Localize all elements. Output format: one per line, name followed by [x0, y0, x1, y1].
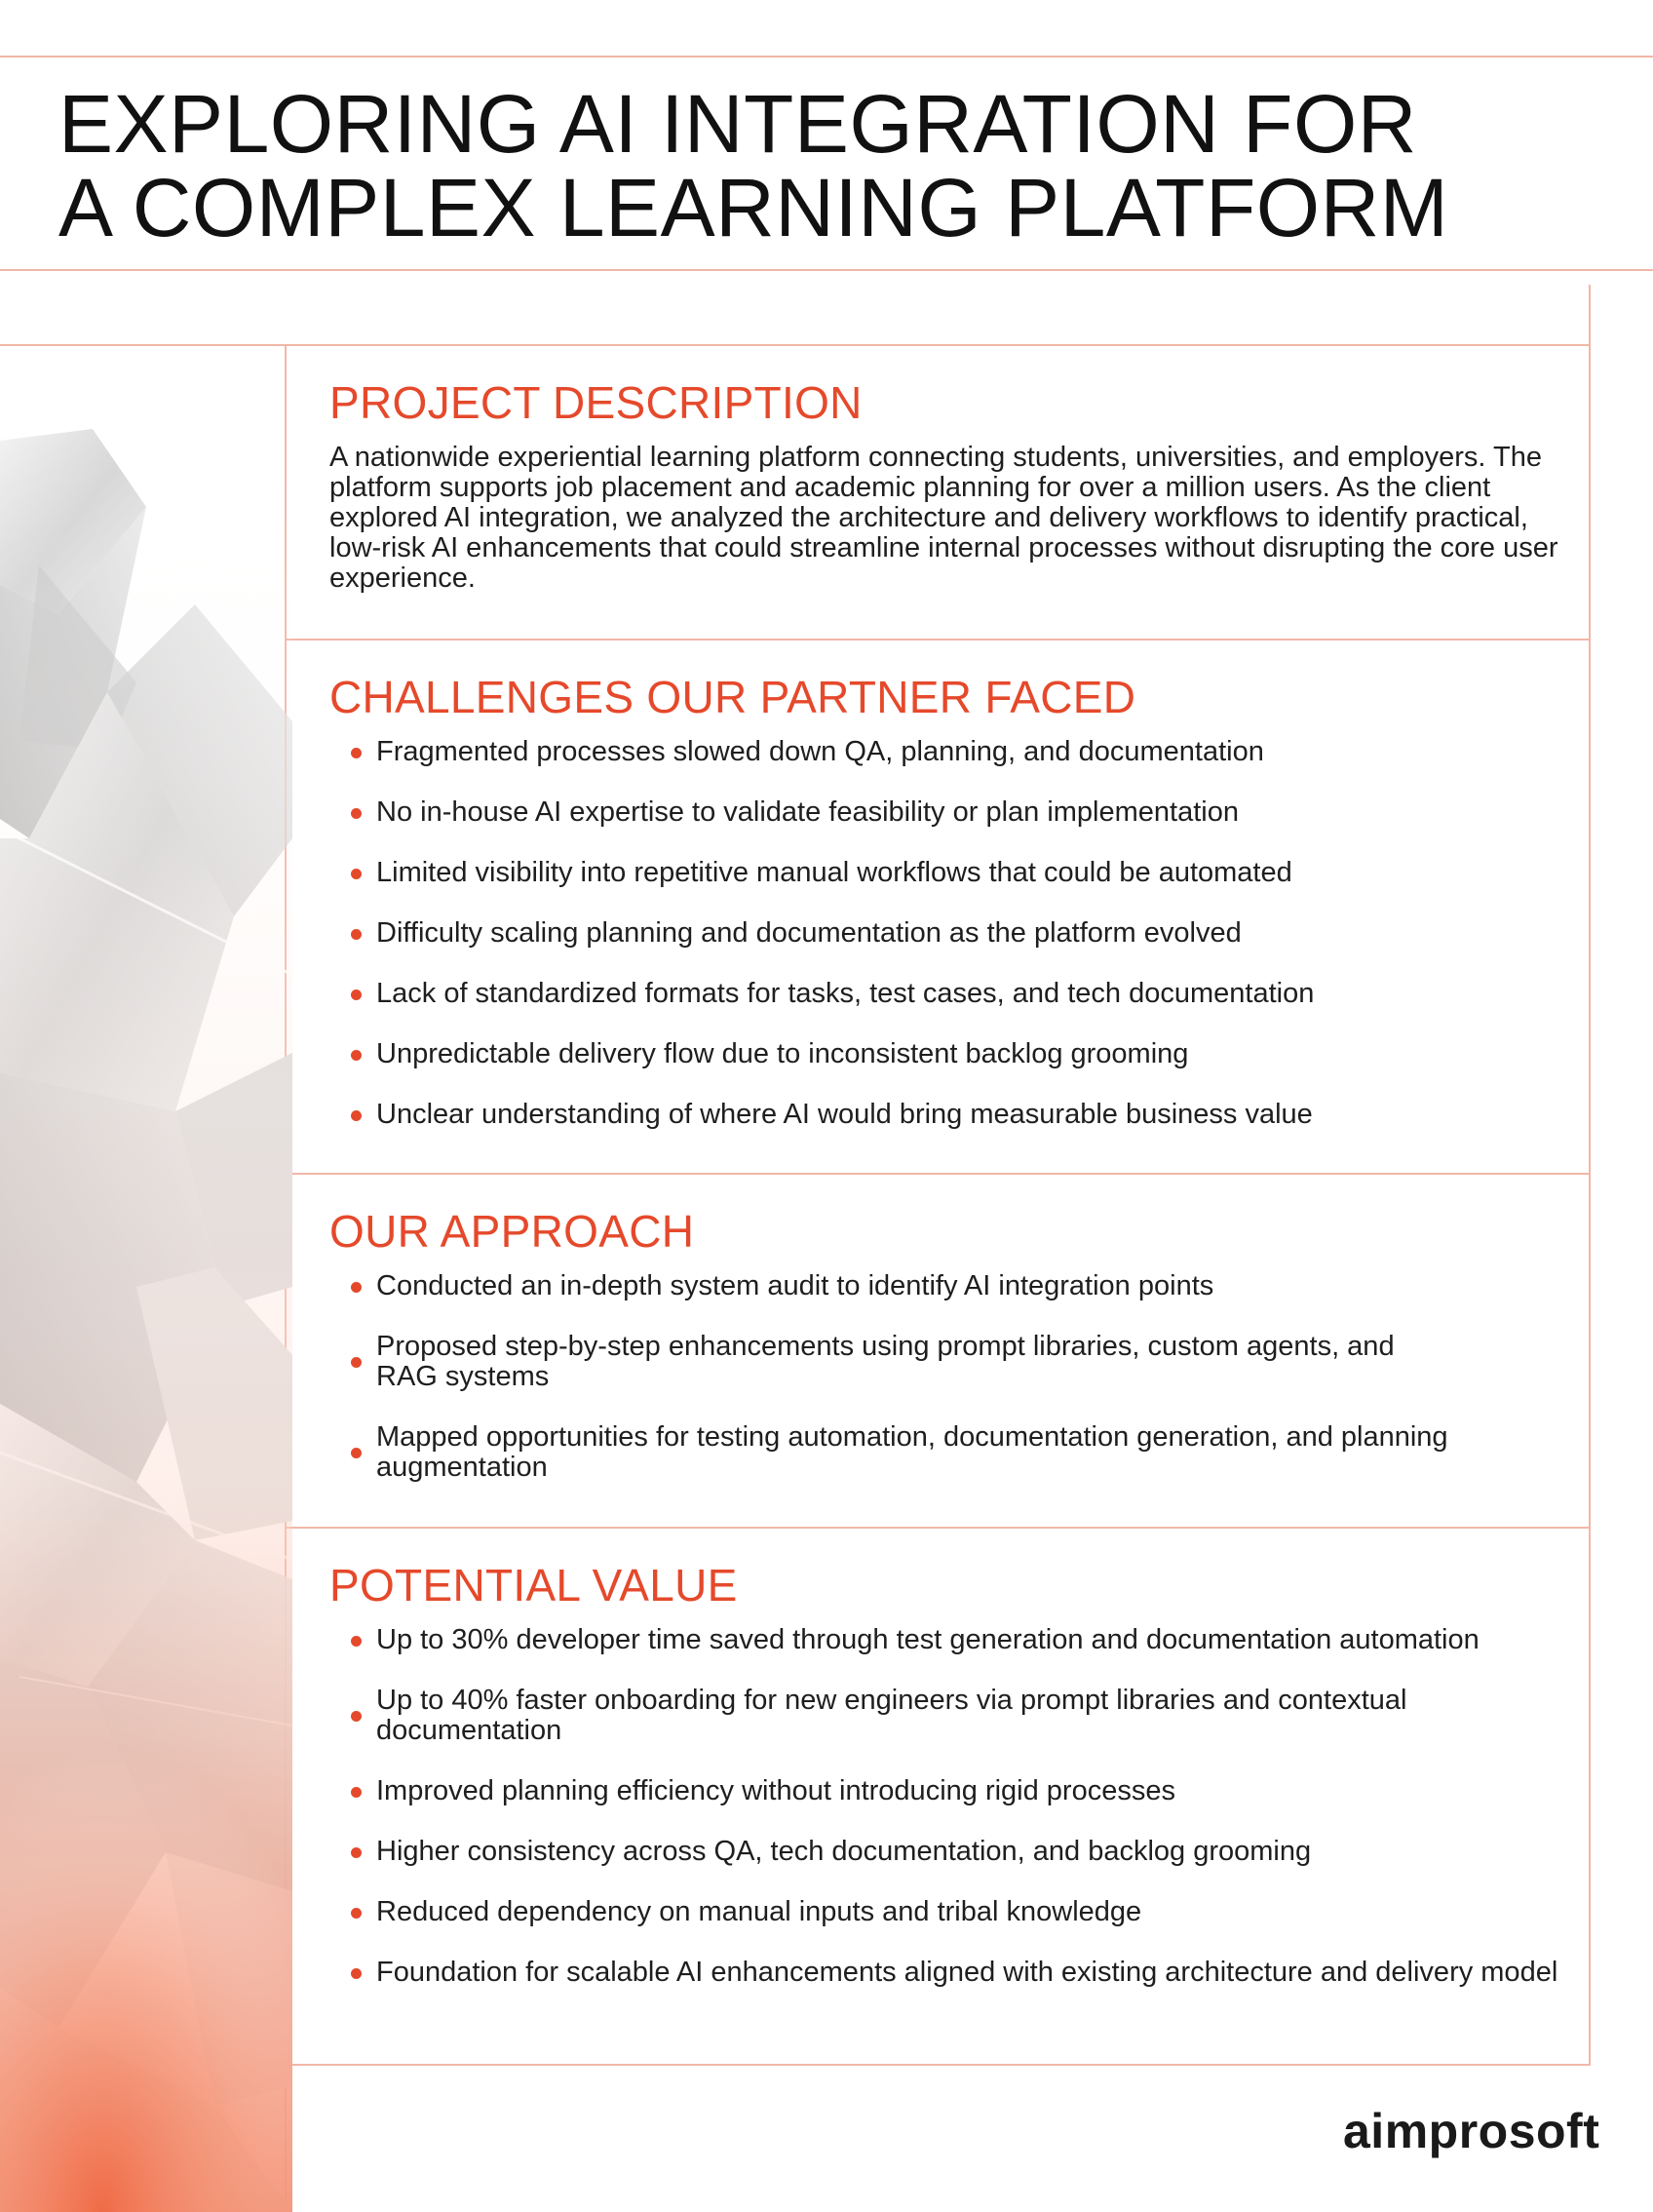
bullet-dot-icon [351, 1968, 362, 1979]
bullet-dot-icon [351, 990, 362, 1000]
list-item: Up to 40% faster onboarding for new engineers via prompt libraries and contextual documentation [329, 1686, 1567, 1746]
list-item: Fragmented processes slowed down QA, planning, and documentation [329, 737, 1567, 767]
potential-value-list [329, 1625, 1567, 1988]
content-top-rule [0, 344, 1591, 346]
list-item: Difficulty scaling planning and documentation as the platform evolved [329, 918, 1567, 949]
bullet-dot-icon [351, 1787, 362, 1798]
list-item: Limited visibility into repetitive manual workflows that could be automated [329, 858, 1567, 888]
divider-value [285, 1527, 1591, 1529]
bullet-dot-icon [351, 1282, 362, 1293]
list-item: Lack of standardized formats for tasks, test cases, and tech documentation [329, 979, 1567, 1009]
divider-approach [285, 1173, 1591, 1175]
top-rule [0, 56, 1653, 58]
bullet-dot-icon [351, 1847, 362, 1858]
page-title-line-2: A COMPLEX LEARNING PLATFORM [58, 162, 1449, 253]
list-item: Proposed step-by-step enhancements using prompt libraries, custom agents, and RAG systems [329, 1332, 1567, 1392]
bullet-dot-icon [351, 808, 362, 819]
project-description-section [329, 376, 1567, 594]
approach-section [329, 1205, 1567, 1513]
bullet-dot-icon [351, 1050, 362, 1061]
list-item: Reduced dependency on manual inputs and tribal knowledge [329, 1897, 1567, 1927]
bullet-dot-icon [351, 1636, 362, 1647]
page-title [58, 78, 1449, 253]
challenges-section [329, 671, 1567, 1160]
bullet-dot-icon [351, 869, 362, 879]
potential-value-section [329, 1559, 1567, 2018]
list-item: Higher consistency across QA, tech documentation, and backlog grooming [329, 1837, 1567, 1867]
bullet-dot-icon [351, 1908, 362, 1919]
approach-heading: OUR APPROACH [329, 1206, 695, 1257]
list-item: Conducted an in-depth system audit to identify AI integration points [329, 1271, 1567, 1301]
divider-footer [285, 2064, 1591, 2066]
list-item: Up to 30% developer time saved through test generation and documentation automation [329, 1625, 1567, 1655]
challenges-list [329, 737, 1567, 1130]
project-description-heading: PROJECT DESCRIPTION [329, 377, 863, 428]
bullet-dot-icon [351, 1448, 362, 1458]
divider-challenges [285, 639, 1591, 640]
bullet-dot-icon [351, 1711, 362, 1722]
title-bottom-rule [0, 269, 1653, 271]
bullet-dot-icon [351, 1110, 362, 1121]
list-item: Mapped opportunities for testing automation, documentation generation, and planning augmentation [329, 1422, 1567, 1483]
list-item: Unclear understanding of where AI would bring measurable business value [329, 1100, 1567, 1130]
list-item: Unpredictable delivery flow due to inconsistent backlog grooming [329, 1039, 1567, 1069]
potential-value-heading: POTENTIAL VALUE [329, 1560, 738, 1610]
list-item: No in-house AI expertise to validate feasibility or plan implementation [329, 797, 1567, 828]
bullet-dot-icon [351, 748, 362, 758]
challenges-heading: CHALLENGES OUR PARTNER FACED [329, 672, 1136, 722]
list-item: Foundation for scalable AI enhancements aligned with existing architecture and delivery model [329, 1958, 1567, 1988]
list-item: Improved planning efficiency without introducing rigid processes [329, 1776, 1567, 1806]
approach-list [329, 1271, 1567, 1483]
aimprosoft-logo: aimprosoft [1343, 2104, 1600, 2158]
bullet-dot-icon [351, 929, 362, 940]
bullet-dot-icon [351, 1357, 362, 1368]
project-description-text: A nationwide experiential learning platform connecting students, universities, and employers. The platform supports job placement and academic planning for over a million users. As the client explored AI integration, we analyzed the architecture and delivery workflows to identify practical, low-risk AI enhancements that could streamline internal processes without disrupting the core user experience. [329, 442, 1558, 594]
glass-crystal-illustration [0, 429, 292, 2212]
page-title-line-1: EXPLORING AI INTEGRATION FOR [58, 78, 1417, 170]
